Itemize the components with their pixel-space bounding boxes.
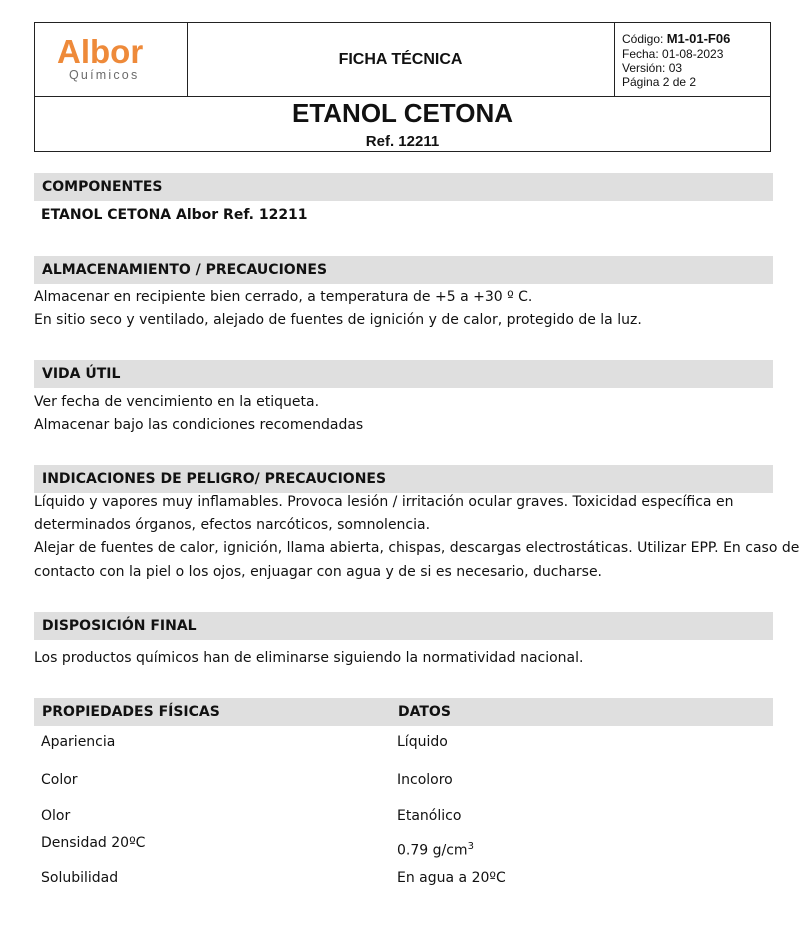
almacenamiento-line-2: En sitio seco y ventilado, alejado de fuentes de ignición y de calor, protegido de la luz. xyxy=(34,312,642,328)
meta-version: Versión: 03 xyxy=(622,61,683,75)
property-value: Etanólico xyxy=(397,808,462,824)
section-header-disposicion xyxy=(34,612,773,640)
property-value: Líquido xyxy=(397,734,448,750)
company-logo xyxy=(35,23,188,96)
density-unit-exponent: 3 xyxy=(467,841,474,852)
section-title: COMPONENTES xyxy=(42,179,163,195)
vida-util-line-2: Almacenar bajo las condiciones recomendadas xyxy=(34,417,364,433)
property-value: En agua a 20ºC xyxy=(397,870,506,886)
properties-table-header xyxy=(34,698,773,726)
data-column-header: DATOS xyxy=(398,704,451,720)
document-type: FICHA TÉCNICA xyxy=(338,50,463,68)
property-name: Olor xyxy=(41,808,71,824)
property-name: Densidad 20ºC xyxy=(41,835,146,851)
section-header-vida-util xyxy=(34,360,773,388)
properties-column-header: PROPIEDADES FÍSICAS xyxy=(42,704,220,720)
property-value-density xyxy=(397,838,474,860)
section-title: ALMACENAMIENTO / PRECAUCIONES xyxy=(42,262,328,278)
section-header-componentes xyxy=(34,173,773,201)
section-title: INDICACIONES DE PELIGRO/ PRECAUCIONES xyxy=(42,471,387,487)
property-name: Solubilidad xyxy=(41,870,119,886)
document-meta xyxy=(615,23,771,96)
almacenamiento-line-1: Almacenar en recipiente bien cerrado, a temperatura de +5 a +30 º C. xyxy=(34,289,533,305)
product-reference: Ref. 12211 xyxy=(365,133,440,150)
peligro-line-2: determinados órganos, efectos narcóticos, somnolencia. xyxy=(34,517,431,533)
logo-wordmark: Albor xyxy=(57,33,144,70)
vida-util-line-1: Ver fecha de vencimiento en la etiqueta. xyxy=(34,394,320,410)
section-title: VIDA ÚTIL xyxy=(42,366,121,382)
document-header xyxy=(34,22,771,152)
header-top-row xyxy=(35,23,770,97)
componentes-text: ETANOL CETONA Albor Ref. 12211 xyxy=(41,207,308,223)
peligro-line-4: contacto con la piel o los ojos, enjuagar con agua y de si es necesario, ducharse. xyxy=(34,564,603,580)
density-value: 0.79 g/cm xyxy=(397,842,468,859)
logo-subtitle: Químicos xyxy=(69,68,140,82)
peligro-line-1: Líquido y vapores muy inflamables. Provoca lesión / irritación ocular graves. Toxicidad específica en xyxy=(34,494,734,510)
property-value: Incoloro xyxy=(397,772,453,788)
meta-fecha: Fecha: 01-08-2023 xyxy=(622,47,724,61)
section-title: DISPOSICIÓN FINAL xyxy=(42,618,197,634)
section-header-peligro xyxy=(34,465,773,493)
meta-pagina: Página 2 de 2 xyxy=(622,75,697,89)
meta-codigo xyxy=(622,32,730,46)
property-name: Color xyxy=(41,772,78,788)
peligro-line-3: Alejar de fuentes de calor, ignición, llama abierta, chispas, descargas electrostáticas. Utilizar EPP. En caso de xyxy=(34,540,800,556)
meta-codigo-label: Código: xyxy=(622,32,664,46)
meta-codigo-value: M1-01-F06 xyxy=(666,31,731,46)
product-title: ETANOL CETONA xyxy=(291,98,513,128)
property-name: Apariencia xyxy=(41,734,116,750)
section-header-almacenamiento xyxy=(34,256,773,284)
doc-kind-cell xyxy=(187,23,615,96)
disposicion-text: Los productos químicos han de eliminarse siguiendo la normatividad nacional. xyxy=(34,650,584,666)
